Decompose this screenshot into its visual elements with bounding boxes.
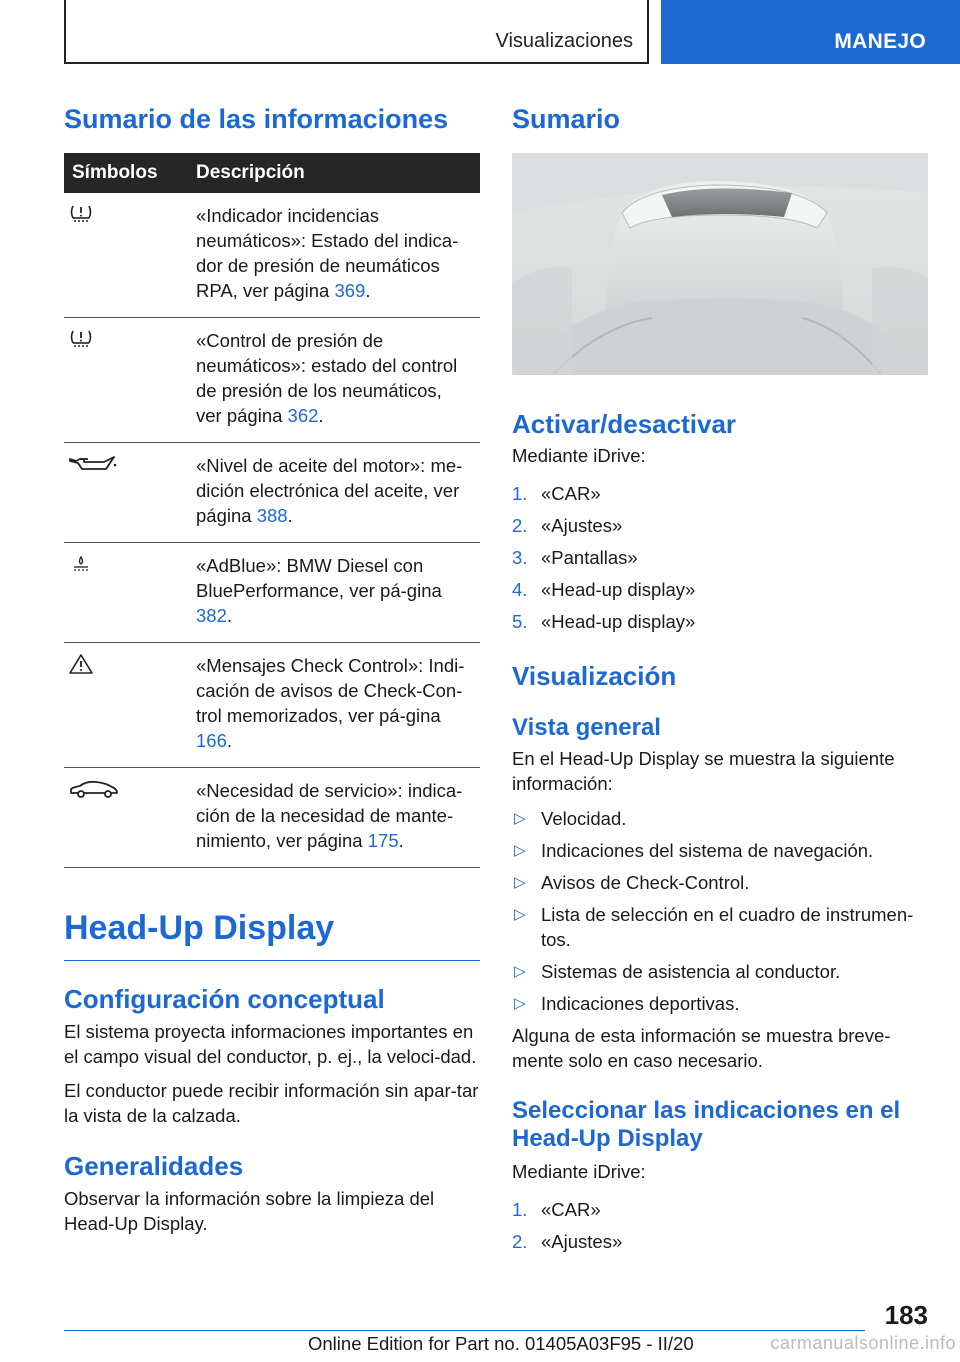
table-cell-description [192,768,480,868]
tire-pressure-icon [68,328,94,350]
summary-title: Sumario de las informaciones [64,104,449,134]
table-header-description: Descripción [192,153,480,193]
table-cell-description [192,643,480,768]
sumario-title: Sumario [512,104,621,134]
row-text-end: . [365,280,371,301]
list-item [512,478,928,510]
list-item [512,574,928,606]
concept-title: Configuración conceptual [64,984,385,1014]
table-row [64,768,480,868]
header-chapter-label: MANEJO [834,30,926,53]
select-idrive-label: Mediante iDrive: [512,1161,646,1182]
general-paragraph: Observar la información sobre la limpieza del Head-Up Display. [64,1188,435,1234]
row-text: «Indicador incidencias neumáticos»: Estado del indica-dor de presión de neumáticos RPA, ver página [196,205,459,301]
concept-paragraph-1: El sistema proyecta informaciones importantes en el campo visual del conductor, p. ej., la veloci-dad. [64,1021,477,1067]
step-text: «CAR» [541,1199,601,1220]
step-number: 2. [512,1231,528,1252]
table-cell-description [192,318,480,443]
row-text: «Nivel de aceite del motor»: me-dición electrónica del aceite, ver página [196,455,463,526]
footer-divider [64,1330,865,1331]
overview-note: Alguna de esta información se muestra breve-mente solo en caso necesario. [512,1025,891,1071]
row-text-end: . [226,730,233,751]
header-section-title: Visualizaciones [495,30,633,52]
list-item [512,902,928,952]
car-service-icon [68,778,120,800]
list-item [512,510,928,542]
table-header-row [64,153,480,193]
concept-paragraph-2: El conductor puede recibir información sin apar-tar la vista de la calzada. [64,1080,479,1126]
select-steps-list [512,1194,928,1258]
general-title: Generalidades [64,1151,244,1181]
row-text-end: . [226,605,233,626]
footer-watermark: carmanualsonline.info [770,1333,956,1353]
step-number: 1. [512,1199,528,1220]
header-chapter-tab [661,0,960,64]
table-cell-icon [64,443,192,543]
table-cell-icon [64,193,192,318]
table-row [64,443,480,543]
page-link[interactable]: 382 [196,605,227,626]
page-number: 183 [884,1300,928,1330]
row-text: «Necesidad de servicio»: indica-ción de la necesidad de mante-nimiento, ver página [196,780,463,851]
display-title: Visualización [512,661,677,691]
step-number: 2. [512,515,528,536]
symbols-table [64,153,480,868]
step-text: «Pantallas» [541,547,638,568]
triangle-bullet-icon: ▷ [514,842,526,859]
step-text: «Head-up display» [541,611,696,632]
activate-steps-list [512,478,928,638]
tire-pressure-icon [68,203,94,225]
step-text: «CAR» [541,483,601,504]
page-link[interactable]: 388 [256,505,288,526]
list-item [512,870,928,895]
table-cell-icon [64,643,192,768]
triangle-bullet-icon: ▷ [514,963,526,980]
adblue-icon [68,553,94,575]
page-link[interactable]: 166 [196,730,227,751]
head-up-display-photo [512,153,928,375]
left-column [64,100,480,1236]
row-text-end: . [318,405,324,426]
item-text: Indicaciones del sistema de navegación. [541,840,874,861]
hud-title: Head-Up Display [64,906,480,961]
overview-title: Vista general [512,714,661,741]
step-text: «Head-up display» [541,579,696,600]
item-text: Lista de selección en el cuadro de instrumen-tos. [541,904,914,950]
overview-paragraph: En el Head-Up Display se muestra la siguiente información: [512,748,895,794]
header-section-box [64,0,649,64]
triangle-bullet-icon: ▷ [514,995,526,1012]
table-cell-description [192,443,480,543]
triangle-bullet-icon: ▷ [514,874,526,891]
list-item [512,542,928,574]
table-row [64,543,480,643]
step-number: 5. [512,611,528,632]
step-text: «Ajustes» [541,1231,623,1252]
list-item [512,838,928,863]
row-text: «Control de presión de neumáticos»: estado del control de presión de los neumáticos, ver página [196,330,458,426]
footer-edition: Online Edition for Part no. 01405A03F95 - II/20 [308,1333,694,1354]
table-cell-description [192,193,480,318]
list-item [512,606,928,638]
warning-triangle-icon [68,653,94,675]
select-title: Seleccionar las indicaciones en el Head-Up Display [512,1097,901,1152]
step-number: 1. [512,483,528,504]
table-cell-icon [64,543,192,643]
row-text-end: . [398,830,404,851]
right-column [512,100,928,1258]
step-number: 3. [512,547,528,568]
table-header-symbols: Símbolos [64,153,192,193]
table-cell-icon [64,768,192,868]
activate-idrive-label: Mediante iDrive: [512,445,646,466]
page-link[interactable]: 369 [334,280,366,301]
table-row [64,318,480,443]
activate-title: Activar/desactivar [512,409,737,439]
triangle-bullet-icon: ▷ [514,810,526,827]
step-text: «Ajustes» [541,515,623,536]
table-cell-icon [64,318,192,443]
step-number: 4. [512,579,528,600]
overview-list [512,806,928,1016]
list-item [512,806,928,831]
list-item [512,959,928,984]
item-text: Avisos de Check-Control. [541,872,750,893]
row-text-end: . [287,505,293,526]
table-cell-description [192,543,480,643]
row-text: «Mensajes Check Control»: Indi-cación de avisos de Check-Con-trol memorizados, ver pá-gina [196,655,465,726]
item-text: Sistemas de asistencia al conductor. [541,961,841,982]
table-row [64,643,480,768]
list-item [512,1226,928,1258]
table-row [64,193,480,318]
list-item [512,1194,928,1226]
page-link[interactable]: 175 [367,830,399,851]
row-text: «AdBlue»: BMW Diesel con BluePerformance, ver pá-gina [196,555,442,601]
oil-can-icon [68,453,118,475]
item-text: Velocidad. [541,808,627,829]
page-link[interactable]: 362 [287,405,319,426]
list-item [512,991,928,1016]
item-text: Indicaciones deportivas. [541,993,740,1014]
triangle-bullet-icon: ▷ [514,906,526,923]
